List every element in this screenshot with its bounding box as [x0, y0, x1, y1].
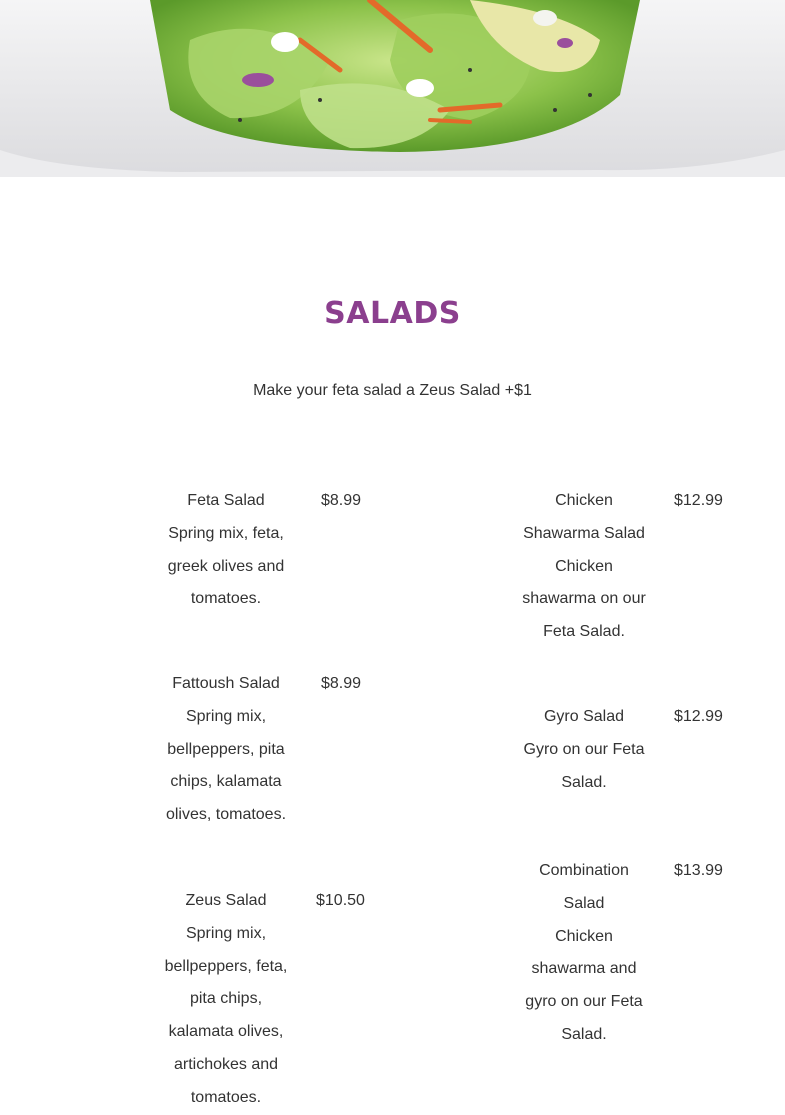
item-name: Combination Salad: [539, 862, 629, 912]
section-subtitle: Make your feta salad a Zeus Salad +$1: [253, 382, 532, 399]
item-name: Chicken Shawarma Salad: [523, 492, 645, 542]
item-price: $13.99: [674, 862, 723, 879]
item-name: Gyro Salad: [543, 708, 625, 725]
item-name: Fattoush Salad: [172, 675, 280, 692]
item-description: Gyro on our Feta Salad.: [523, 740, 645, 791]
item-description: Spring mix, feta, greek olives and tomatoes.: [167, 524, 285, 608]
hero-salad-image: [0, 0, 785, 177]
item-price: $8.99: [321, 492, 362, 509]
item-price: $12.99: [674, 492, 723, 509]
section-title: SALADS: [324, 296, 461, 331]
item-name: Zeus Salad: [185, 892, 267, 909]
item-description: Chicken shawarma and gyro on our Feta Salad.: [525, 927, 643, 1043]
item-price: $10.50: [316, 892, 365, 909]
item-price: $8.99: [321, 675, 362, 692]
item-description: Spring mix, bellpeppers, pita chips, kalamata olives, tomatoes.: [165, 707, 287, 824]
item-price: $12.99: [674, 708, 723, 725]
item-name: Feta Salad: [187, 492, 265, 509]
item-description: Chicken shawarma on our Feta Salad.: [522, 557, 646, 641]
salad-photo: [0, 0, 785, 177]
item-description: Spring mix, bellpeppers, feta, pita chips, kalamata olives, artichokes and tomatoes.: [164, 924, 288, 1106]
